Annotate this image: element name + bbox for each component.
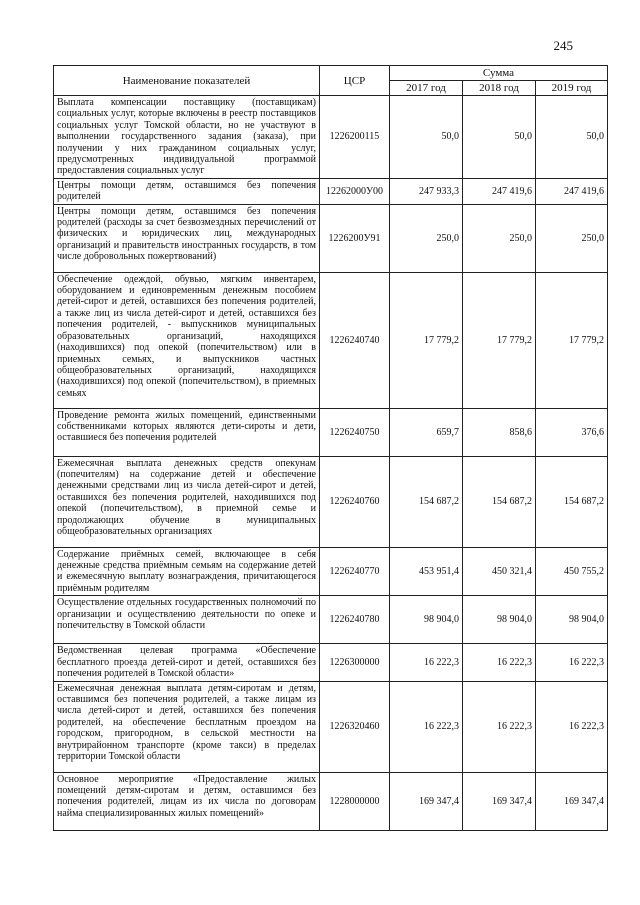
row-name: Выплата компенсации поставщику (поставщикам) социальных услуг, которые включены в реестр поставщиков социальных услуг Томской области, но не участвуют в выполнении государственного задания (заказа), при получении у них гражданином социальных услуг, предусмотренных индивидуальной программой предоставления социальных услуг bbox=[54, 96, 320, 179]
table-row bbox=[54, 772, 608, 830]
row-value-2019: 247 419,6 bbox=[536, 178, 608, 204]
table-row bbox=[54, 681, 608, 772]
row-code: 1226240780 bbox=[320, 596, 390, 644]
table-row bbox=[54, 547, 608, 596]
row-value-2017: 16 222,3 bbox=[390, 681, 463, 772]
row-value-2018: 154 687,2 bbox=[463, 456, 536, 547]
row-value-2017: 16 222,3 bbox=[390, 644, 463, 681]
row-name: Центры помощи детям, оставшимся без попечения родителей (расходы за счет безвозмездных перечислений от физических и юридических лиц, международных организаций и правительств иностранных государств, в том числе добровольных пожертвований) bbox=[54, 204, 320, 272]
row-code: 12262000У00 bbox=[320, 178, 390, 204]
row-name: Ежемесячная денежная выплата детям-сиротам и детям, оставшимся без попечения родителей, а также лицам из числа детей-сирот и детей, оставшихся без попечения родителей, на обеспечение бесплатным проездом на городском, пригородном, в сельской местности на внутрирайонном транспорте (кроме такси) в пределах территории Томской области bbox=[54, 681, 320, 772]
row-value-2019: 98 904,0 bbox=[536, 596, 608, 644]
header-sum: Сумма bbox=[390, 66, 608, 81]
row-value-2018: 50,0 bbox=[463, 96, 536, 179]
table-row bbox=[54, 596, 608, 644]
row-code: 1226300000 bbox=[320, 644, 390, 681]
row-value-2017: 250,0 bbox=[390, 204, 463, 272]
row-value-2019: 450 755,2 bbox=[536, 547, 608, 596]
row-code: 1226240740 bbox=[320, 272, 390, 408]
table-row bbox=[54, 644, 608, 681]
row-code: 1226240750 bbox=[320, 408, 390, 456]
header-csr: ЦСР bbox=[320, 66, 390, 96]
row-value-2019: 250,0 bbox=[536, 204, 608, 272]
row-name: Ведомственная целевая программа «Обеспечение бесплатного проезда детей-сирот и детей, оставшихся без попечения родителей в Томской области» bbox=[54, 644, 320, 681]
header-name: Наименование показателей bbox=[54, 66, 320, 96]
row-value-2019: 50,0 bbox=[536, 96, 608, 179]
row-value-2018: 16 222,3 bbox=[463, 681, 536, 772]
table-row bbox=[54, 96, 608, 179]
row-name: Содержание приёмных семей, включающее в себя денежные средства приёмным семьям на содержание детей и ежемесячную выплату вознаграждения, причитающегося приёмным родителям bbox=[54, 547, 320, 596]
row-code: 1226240770 bbox=[320, 547, 390, 596]
row-value-2018: 16 222,3 bbox=[463, 644, 536, 681]
header-year-2019: 2019 год bbox=[536, 81, 608, 96]
row-value-2018: 250,0 bbox=[463, 204, 536, 272]
row-name: Осуществление отдельных государственных полномочий по организации и осуществлению деятельности по опеке и попечительству в Томской области bbox=[54, 596, 320, 644]
row-value-2018: 247 419,6 bbox=[463, 178, 536, 204]
row-value-2018: 169 347,4 bbox=[463, 772, 536, 830]
row-code: 1226320460 bbox=[320, 681, 390, 772]
table-row bbox=[54, 272, 608, 408]
row-value-2017: 659,7 bbox=[390, 408, 463, 456]
row-value-2018: 17 779,2 bbox=[463, 272, 536, 408]
row-name: Проведение ремонта жилых помещений, единственными собственниками которых являются дети-сироты и дети, оставшиеся без попечения родителей bbox=[54, 408, 320, 456]
row-code: 1226240760 bbox=[320, 456, 390, 547]
row-value-2019: 376,6 bbox=[536, 408, 608, 456]
row-value-2017: 169 347,4 bbox=[390, 772, 463, 830]
row-value-2017: 98 904,0 bbox=[390, 596, 463, 644]
row-value-2017: 50,0 bbox=[390, 96, 463, 179]
row-code: 1226200У91 bbox=[320, 204, 390, 272]
table-row bbox=[54, 178, 608, 204]
row-value-2017: 17 779,2 bbox=[390, 272, 463, 408]
row-value-2017: 453 951,4 bbox=[390, 547, 463, 596]
table-row bbox=[54, 408, 608, 456]
row-value-2018: 98 904,0 bbox=[463, 596, 536, 644]
row-name: Основное мероприятие «Предоставление жилых помещений детям-сиротам и детям, оставшимся без попечения родителей, лицам из их числа по договорам найма специализированных жилых помещений» bbox=[54, 772, 320, 830]
row-value-2019: 17 779,2 bbox=[536, 272, 608, 408]
page-number: 245 bbox=[553, 38, 573, 53]
row-name: Обеспечение одеждой, обувью, мягким инвентарем, оборудованием и единовременным денежным пособием детей-сирот и детей, оставшихся без попечения родителей, а также лиц из числа детей-сирот и детей, оставшихся без попечения родителей, - выпускников муниципальных образовательных организаций, находящихся (находившихся) под опекой (попечительством) или в приемных семьях, и выпускников частных общеобразовательных организаций, находящихся (находившихся) под опекой (попечительством), в приемных семьях bbox=[54, 272, 320, 408]
row-value-2018: 450 321,4 bbox=[463, 547, 536, 596]
table-row bbox=[54, 204, 608, 272]
row-code: 1226200115 bbox=[320, 96, 390, 179]
row-value-2017: 247 933,3 bbox=[390, 178, 463, 204]
header-year-2017: 2017 год bbox=[390, 81, 463, 96]
row-value-2018: 858,6 bbox=[463, 408, 536, 456]
row-value-2019: 169 347,4 bbox=[536, 772, 608, 830]
budget-table bbox=[53, 65, 608, 831]
row-code: 1228000000 bbox=[320, 772, 390, 830]
row-name: Ежемесячная выплата денежных средств опекунам (попечителям) на содержание детей и обеспечение денежными средствами лиц из числа детей-сирот и детей, оставшихся без попечения родителей, находившихся под опекой (попечительством), в приемной семье и продолжающих обучение в муниципальных общеобразовательных организациях bbox=[54, 456, 320, 547]
header-year-2018: 2018 год bbox=[463, 81, 536, 96]
table-row bbox=[54, 456, 608, 547]
row-value-2019: 154 687,2 bbox=[536, 456, 608, 547]
row-name: Центры помощи детям, оставшимся без попечения родителей bbox=[54, 178, 320, 204]
row-value-2017: 154 687,2 bbox=[390, 456, 463, 547]
row-value-2019: 16 222,3 bbox=[536, 681, 608, 772]
row-value-2019: 16 222,3 bbox=[536, 644, 608, 681]
